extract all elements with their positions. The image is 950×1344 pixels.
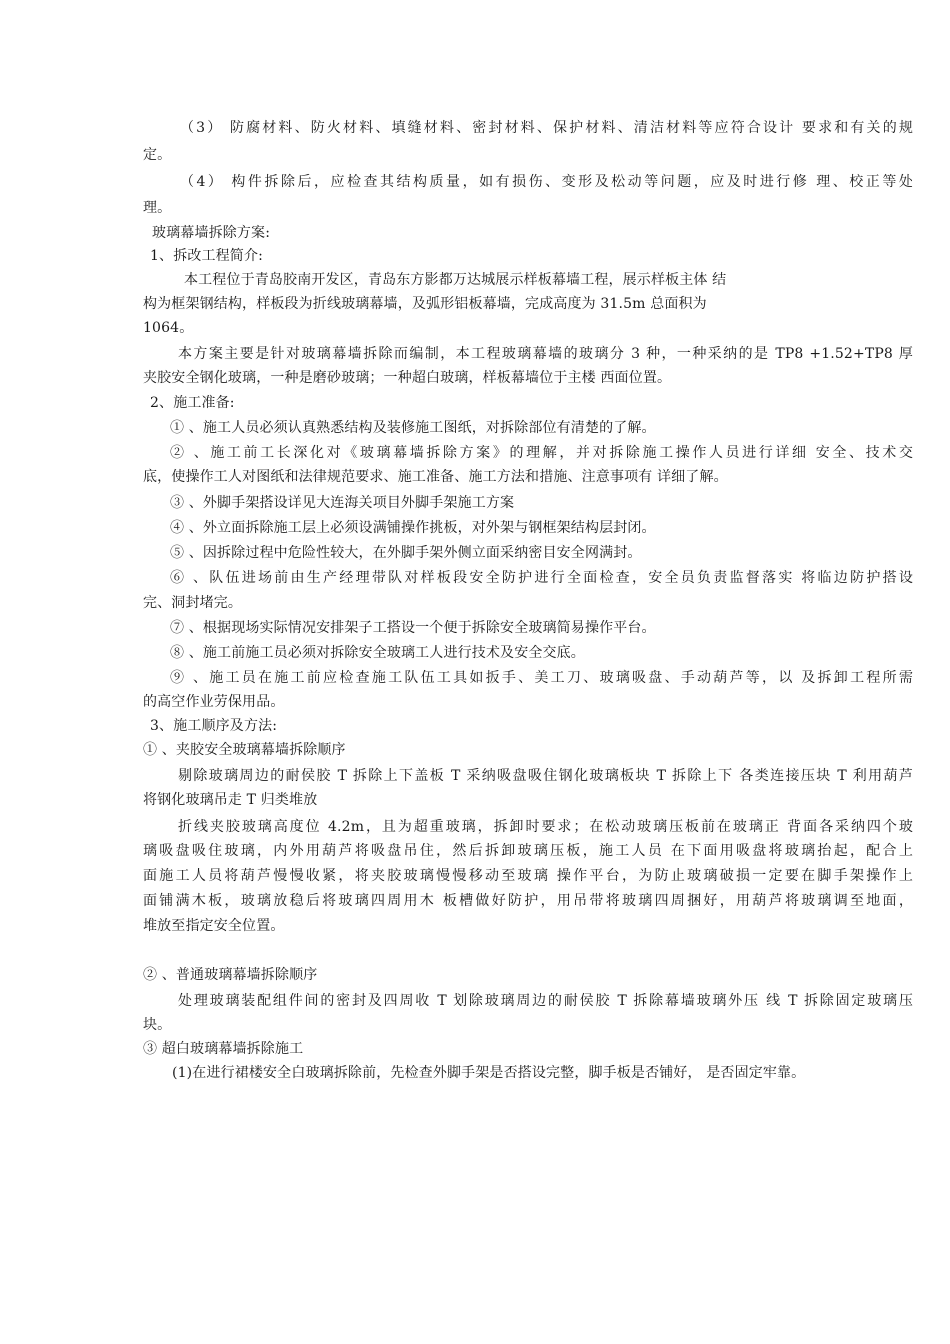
- text-line: 底，使操作工人对图纸和法律规范要求、施工准备、施工方法和措施、注意事项有 详细了解。: [143, 469, 728, 485]
- text-line: 本工程位于青岛胶南开发区，青岛东方影都万达城展示样板幕墙工程，展示样板主体 结: [184, 272, 727, 288]
- list-item: ③ 、外脚手架搭设详见大连海关项目外脚手架施工方案: [170, 495, 515, 511]
- text-line: 构为框架钢结构，样板段为折线玻璃幕墙，及弧形铝板幕墙，完成高度为 31.5m 总面积为: [143, 296, 707, 312]
- list-item: ⑥ 、队伍进场前由生产经理带队对样板段安全防护进行全面检查，安全员负责监督落实 将临边防护搭设: [170, 570, 913, 586]
- text-line: 完、洞封堵完。: [143, 595, 243, 611]
- text-line: 处理玻璃装配组件间的密封及四周收 T 划除玻璃周边的耐侯胶 T 拆除幕墙玻璃外压 线 T 拆除固定玻璃压: [178, 993, 913, 1009]
- text-line: 本方案主要是针对玻璃幕墙拆除而编制，本工程玻璃幕墙的玻璃分 3 种，一种采纳的是 TP8 +1.52+TP8 厚: [178, 346, 913, 362]
- list-item: ⑦ 、根据现场实际情况安排架子工搭设一个便于拆除安全玻璃简易操作平台。: [170, 620, 656, 636]
- subsection-heading: ② 、普通玻璃幕墙拆除顺序: [143, 967, 318, 983]
- text-line: （3） 防腐材料、防火材料、填缝材料、密封材料、保护材料、清洁材料等应符合设计 要求和有关的规: [180, 120, 913, 136]
- section-heading: 玻璃幕墙拆除方案:: [152, 225, 271, 241]
- list-item: ⑧ 、施工前施工员必须对拆除安全玻璃工人进行技术及安全交底。: [170, 645, 585, 661]
- text-line: 1064。: [143, 320, 194, 336]
- text-line: 折线夹胶玻璃高度位 4.2m，且为超重玻璃，拆卸时要求；在松动玻璃压板前在玻璃正 背面各采纳四个玻: [178, 819, 913, 835]
- text-line: 的高空作业劳保用品。: [143, 694, 285, 710]
- list-item: ⑨ 、施工员在施工前应检查施工队伍工具如扳手、美工刀、玻璃吸盘、手动葫芦等，以 及拆卸工程所需: [170, 670, 913, 686]
- text-line: （4） 构件拆除后，应检查其结构质量，如有损伤、变形及松动等问题，应及时进行修 理、校正等处: [180, 174, 913, 190]
- subsection-heading: ③ 超白玻璃幕墙拆除施工: [143, 1041, 304, 1057]
- list-item: ⑤ 、因拆除过程中危险性较大，在外脚手架外侧立面采纳密目安全网满封。: [170, 545, 642, 561]
- list-item: ④ 、外立面拆除施工层上必须设满铺操作挑板，对外架与钢框架结构层封闭。: [170, 520, 656, 536]
- text-line: 璃吸盘吸住玻璃，内外用葫芦将吸盘吊住，然后拆卸玻璃压板，施工人员 在下面用吸盘将玻璃抬起，配合上: [143, 843, 913, 859]
- text-line: 剔除玻璃周边的耐侯胶 T 拆除上下盖板 T 采纳吸盘吸住钢化玻璃板块 T 拆除上下 各类连接压块 T 利用葫芦: [178, 768, 913, 784]
- text-line: 理。: [143, 200, 172, 216]
- text-line: 定。: [143, 147, 172, 163]
- text-line: 堆放至指定安全位置。: [143, 918, 285, 934]
- text-line: 夹胶安全钢化玻璃，一种是磨砂玻璃；一种超白玻璃，样板幕墙位于主楼 西面位置。: [143, 370, 672, 386]
- text-line: 将钢化玻璃吊走 T 归类堆放: [143, 792, 318, 808]
- section-heading: 2、施工准备:: [150, 395, 235, 411]
- text-line: 面施工人员将葫芦慢慢收紧，将夹胶玻璃慢慢移动至玻璃 操作平台，为防止玻璃破损一定要在脚手架操作上: [143, 868, 913, 884]
- subsection-heading: ① 、夹胶安全玻璃幕墙拆除顺序: [143, 742, 346, 758]
- text-line: (1)在进行裙楼安全白玻璃拆除前，先检查外脚手架是否搭设完整，脚手板是否铺好， 是否固定牢靠。: [172, 1065, 806, 1081]
- section-heading: 3、施工顺序及方法:: [150, 718, 278, 734]
- section-heading: 1、拆改工程简介:: [150, 248, 263, 264]
- text-line: 块。: [143, 1017, 172, 1033]
- list-item: ② 、施工前工长深化对《玻璃幕墙拆除方案》的理解，并对拆除施工操作人员进行详细 安全、技术交: [170, 445, 913, 461]
- text-line: 面铺满木板，玻璃放稳后将玻璃四周用木 板槽做好防护，用吊带将玻璃四周捆好，用葫芦将玻璃调至地面，: [143, 893, 913, 909]
- list-item: ① 、施工人员必须认真熟悉结构及装修施工图纸，对拆除部位有清楚的了解。: [170, 420, 656, 436]
